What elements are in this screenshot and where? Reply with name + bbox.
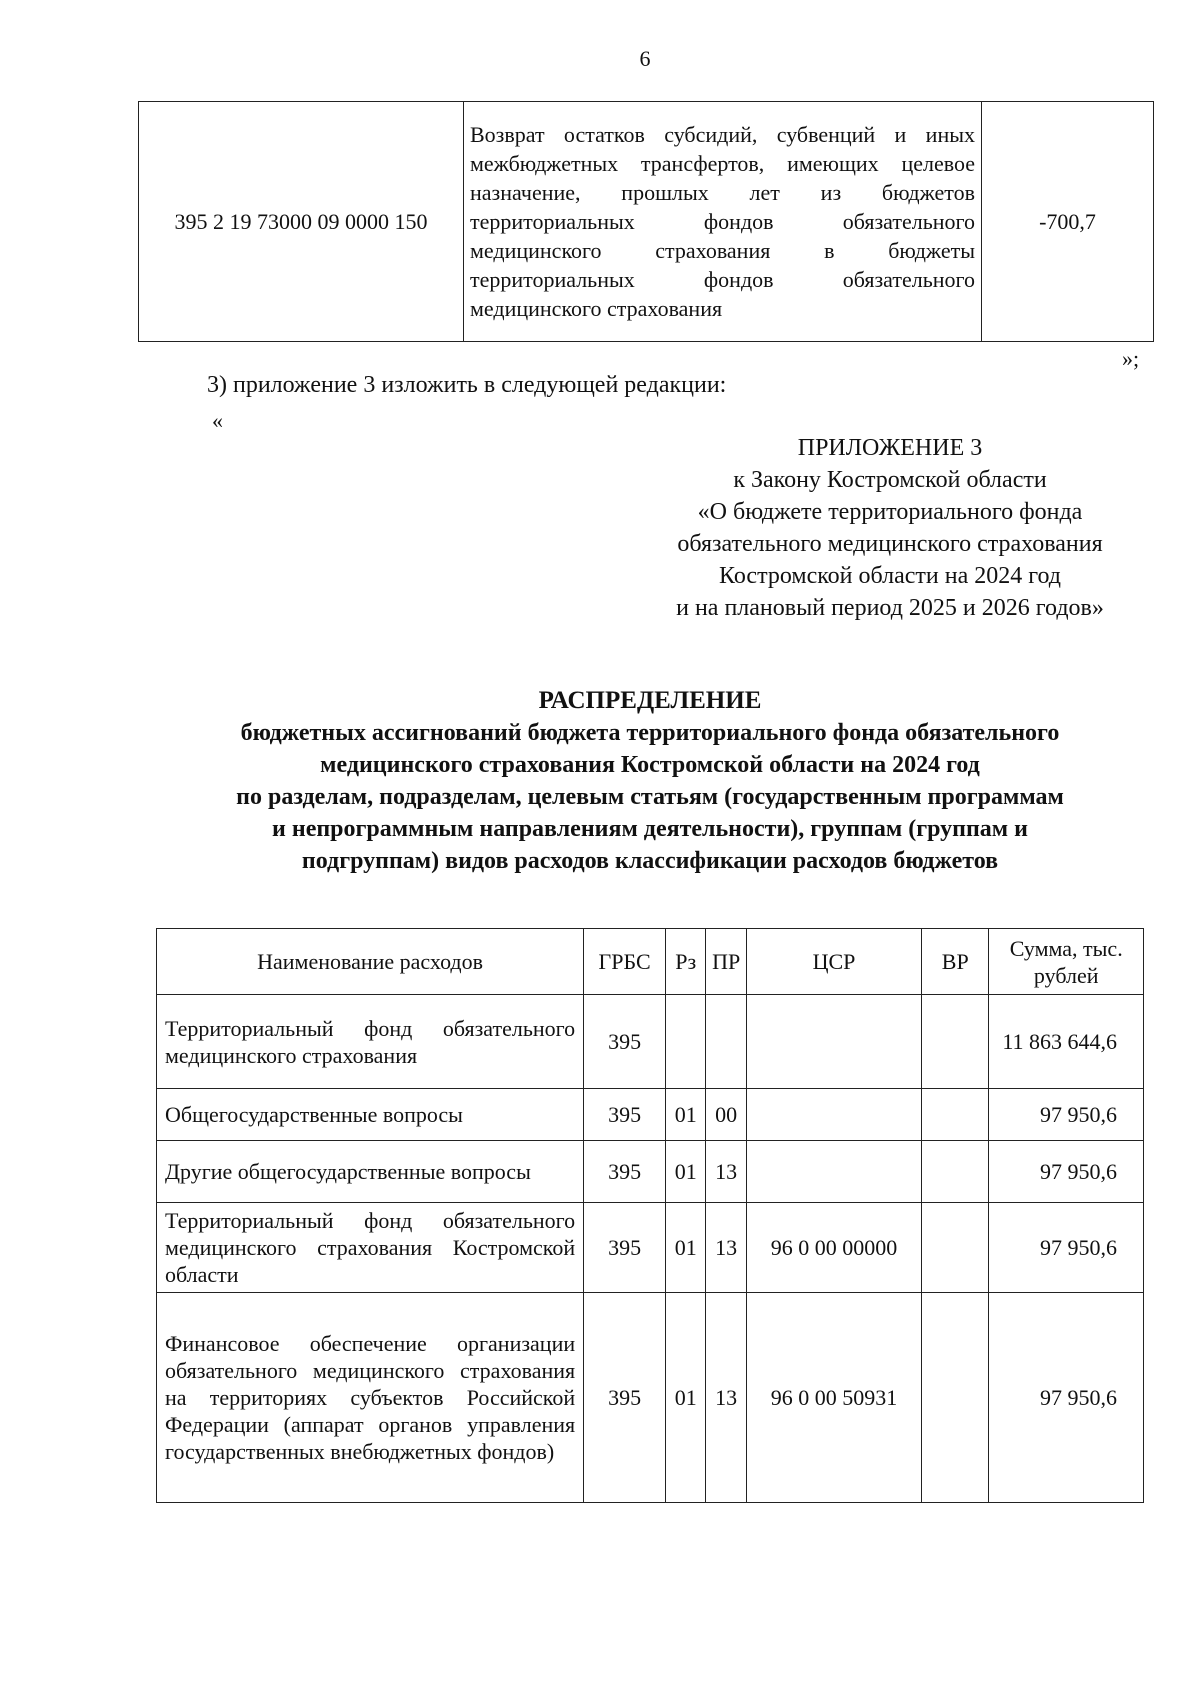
row-grbs: 395 xyxy=(584,995,666,1089)
amount-cell: -700,7 xyxy=(982,102,1154,342)
header-sum: Сумма, тыс. рублей xyxy=(989,929,1144,995)
header-vr: ВР xyxy=(922,929,989,995)
title-line: и непрограммным направлениям деятельности), группам (группам и xyxy=(272,816,1028,842)
appendix-header xyxy=(610,432,1170,624)
row-vr xyxy=(922,1141,989,1203)
table-row xyxy=(157,1203,1144,1293)
table-row xyxy=(139,102,1154,342)
row-vr xyxy=(922,1089,989,1141)
row-csr xyxy=(746,995,921,1089)
table-row xyxy=(157,1141,1144,1203)
table-header-row xyxy=(157,929,1144,995)
closing-quote: »; xyxy=(1122,346,1140,371)
header-rz: Рз xyxy=(666,929,706,995)
header-pr: ПР xyxy=(706,929,746,995)
row-name: Территориальный фонд обязательного медицинского страхования Костромской области xyxy=(157,1203,584,1293)
appendix-line: ПРИЛОЖЕНИЕ 3 xyxy=(797,435,983,461)
row-sum: 11 863 644,6 xyxy=(989,995,1144,1089)
row-name: Общегосударственные вопросы xyxy=(157,1089,584,1141)
row-csr xyxy=(746,1089,921,1141)
row-name: Финансовое обеспечение организации обязательного медицинского страхования на территориях субъектов Российской Федерации (аппарат органов управления государственных внебюджетных фондов) xyxy=(157,1293,584,1503)
appendix-line: к Закону Костромской области xyxy=(733,467,1047,493)
row-csr: 96 0 00 50931 xyxy=(746,1293,921,1503)
row-grbs: 395 xyxy=(584,1203,666,1293)
row-rz: 01 xyxy=(666,1141,706,1203)
allocation-table xyxy=(156,928,1144,1503)
row-pr: 00 xyxy=(706,1089,746,1141)
appendix-line: «О бюджете территориального фонда xyxy=(697,499,1083,525)
table-row xyxy=(157,1089,1144,1141)
row-rz: 01 xyxy=(666,1089,706,1141)
revenue-name-cell: Возврат остатков субсидий, субвенций и иных межбюджетных трансфертов, имеющих целевое назначение, прошлых лет из бюджетов территориальных фондов обязательного медицинского страхования в бюджеты территориальных фондов обязательного медицинского страхования xyxy=(464,102,982,342)
row-vr xyxy=(922,1293,989,1503)
title-line: по разделам, подразделам, целевым статьям (государственным программам xyxy=(236,784,1064,810)
budget-code-cell: 395 2 19 73000 09 0000 150 xyxy=(139,102,464,342)
previous-appendix-table xyxy=(138,101,1154,342)
row-rz: 01 xyxy=(666,1203,706,1293)
title-line: РАСПРЕДЕЛЕНИЕ xyxy=(538,687,762,714)
row-vr xyxy=(922,1203,989,1293)
page-number: 6 xyxy=(639,46,651,71)
amendment-item-3: 3) приложение 3 изложить в следующей редакции: xyxy=(207,372,727,398)
row-sum: 97 950,6 xyxy=(989,1293,1144,1503)
row-rz xyxy=(666,995,706,1089)
row-name: Другие общегосударственные вопросы xyxy=(157,1141,584,1203)
title-line: медицинского страхования Костромской области на 2024 год xyxy=(320,752,980,778)
appendix-line: и на плановый период 2025 и 2026 годов» xyxy=(676,595,1104,621)
row-rz: 01 xyxy=(666,1293,706,1503)
row-sum: 97 950,6 xyxy=(989,1141,1144,1203)
row-name: Территориальный фонд обязательного медицинского страхования xyxy=(157,995,584,1089)
row-csr xyxy=(746,1141,921,1203)
row-pr xyxy=(706,995,746,1089)
row-csr: 96 0 00 00000 xyxy=(746,1203,921,1293)
row-sum: 97 950,6 xyxy=(989,1203,1144,1293)
row-grbs: 395 xyxy=(584,1089,666,1141)
row-sum: 97 950,6 xyxy=(989,1089,1144,1141)
row-pr: 13 xyxy=(706,1293,746,1503)
document-title xyxy=(150,685,1150,877)
title-line: бюджетных ассигнований бюджета территориального фонда обязательного xyxy=(240,720,1060,746)
header-grbs: ГРБС xyxy=(584,929,666,995)
row-grbs: 395 xyxy=(584,1293,666,1503)
appendix-line: Костромской области на 2024 год xyxy=(719,563,1061,589)
row-pr: 13 xyxy=(706,1141,746,1203)
table-row xyxy=(157,1293,1144,1503)
opening-quote: « xyxy=(212,408,223,433)
row-pr: 13 xyxy=(706,1203,746,1293)
title-line: подгруппам) видов расходов классификации расходов бюджетов xyxy=(301,848,999,874)
row-grbs: 395 xyxy=(584,1141,666,1203)
header-name: Наименование расходов xyxy=(157,929,584,995)
header-csr: ЦСР xyxy=(746,929,921,995)
appendix-line: обязательного медицинского страхования xyxy=(677,531,1103,557)
table-row xyxy=(157,995,1144,1089)
row-vr xyxy=(922,995,989,1089)
